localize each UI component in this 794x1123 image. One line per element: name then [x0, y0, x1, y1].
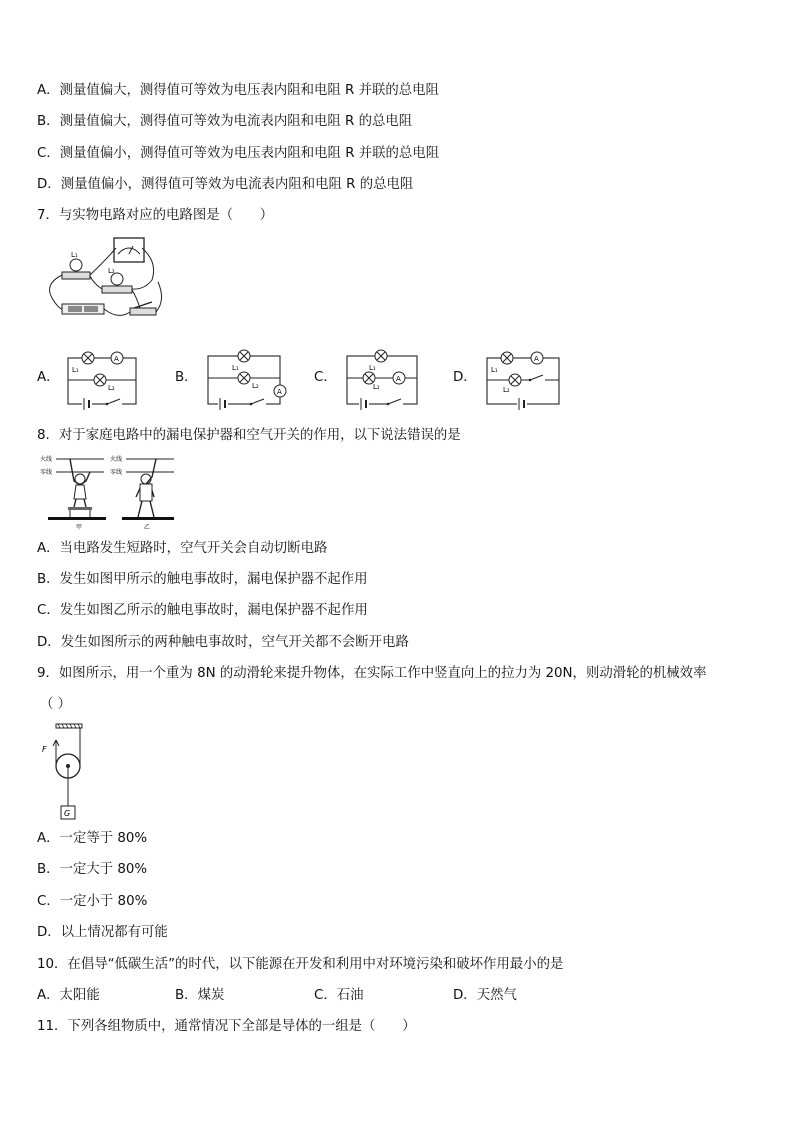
- q7-option-c-label: C．: [314, 370, 337, 385]
- q7-circuit-d: [483, 348, 563, 410]
- q9-option-a: A．一定等于 80%: [37, 831, 148, 846]
- q7-c-ammeter: A: [396, 375, 401, 383]
- q9-option-c: C．一定小于 80%: [37, 894, 148, 909]
- q8-fig-live-2: 火线: [110, 456, 123, 463]
- q8-fig-neutral-1: 零线: [40, 469, 53, 476]
- q7-physical-circuit-figure: [40, 234, 170, 326]
- q7-d-ammeter: A: [534, 355, 539, 363]
- q8-option-a: A．当电路发生短路时，空气开关会自动切断电路: [37, 541, 328, 556]
- q7-stem: 7．与实物电路对应的电路图是（ ）: [37, 208, 274, 223]
- q8-option-b: B．发生如图甲所示的触电事故时，漏电保护器不起作用: [37, 572, 368, 587]
- q7-d-l2: L₂: [503, 386, 510, 394]
- q7-circuit-c: [343, 348, 423, 410]
- q7-c-l2: L₂: [373, 383, 380, 391]
- q9-answer-paren: （ ）: [40, 697, 72, 712]
- q7-circuit-a: [62, 348, 142, 410]
- q10-option-c: C．石油: [314, 988, 364, 1003]
- q10-option-d: D．天然气: [453, 988, 517, 1003]
- q6-option-b: B．测量值偏大，测得值可等效为电流表内阻和电阻 R 的总电阻: [37, 114, 413, 129]
- q9-option-b: B．一定大于 80%: [37, 862, 148, 877]
- q8-stem: 8．对于家庭电路中的漏电保护器和空气开关的作用，以下说法错误的是: [37, 428, 461, 443]
- q7-option-a-label: A．: [37, 370, 60, 385]
- q7-fig-l1-label: L₁: [71, 251, 78, 259]
- q9-pulley-figure: [40, 722, 96, 822]
- q7-b-l1: L₁: [232, 364, 239, 372]
- q6-option-a: A．测量值偏大，测得值可等效为电压表内阻和电阻 R 并联的总电阻: [37, 83, 439, 98]
- q10-options-row: [37, 987, 757, 1005]
- q8-option-d: D．发生如图所示的两种触电事故时，空气开关都不会断开电路: [37, 635, 409, 650]
- q9-fig-weight-label: G: [64, 809, 71, 818]
- q7-b-ammeter: A: [277, 388, 282, 396]
- q7-option-d-label: D．: [453, 370, 477, 385]
- q6-option-d: D．测量值偏小，测得值可等效为电流表内阻和电阻 R 的总电阻: [37, 177, 414, 192]
- q10-stem: 10．在倡导“低碳生活”的时代，以下能源在开发和利用中对环境污染和破坏作用最小的是: [37, 957, 564, 972]
- q11-stem: 11．下列各组物质中，通常情况下全部是导体的一组是（ ）: [37, 1019, 416, 1034]
- q9-fig-force-label: F: [42, 745, 47, 754]
- q7-a-l2: L₂: [108, 384, 115, 392]
- q8-fig-neutral-2: 零线: [110, 469, 123, 476]
- q7-option-b-label: B．: [175, 370, 198, 385]
- q7-circuit-b: [204, 348, 292, 410]
- q7-d-l1: L₁: [491, 366, 498, 374]
- q7-fig-l2-label: L₂: [108, 267, 115, 275]
- q9-option-d: D．以上情况都有可能: [37, 925, 168, 940]
- q10-option-b: B．煤炭: [175, 988, 225, 1003]
- q7-c-l1: L₁: [369, 364, 376, 372]
- q8-option-c: C．发生如图乙所示的触电事故时，漏电保护器不起作用: [37, 603, 368, 618]
- q10-option-a: A．太阳能: [37, 988, 100, 1003]
- q9-stem: 9．如图所示，用一个重为 8N 的动滑轮来提升物体，在实际工作中竖直向上的拉力为 20N，则动滑轮的机械效率: [37, 666, 707, 681]
- q8-fig-live-1: 火线: [40, 456, 53, 463]
- q7-b-l2: L₂: [252, 382, 259, 390]
- q8-fig-label-jia: 甲: [76, 524, 83, 531]
- q6-option-c: C．测量值偏小，测得值可等效为电压表内阻和电阻 R 并联的总电阻: [37, 146, 440, 161]
- q8-electric-shock-figure: [40, 451, 176, 531]
- q7-a-l1: L₁: [72, 366, 79, 374]
- q7-a-ammeter: A: [114, 355, 119, 363]
- q8-fig-label-yi: 乙: [144, 524, 151, 531]
